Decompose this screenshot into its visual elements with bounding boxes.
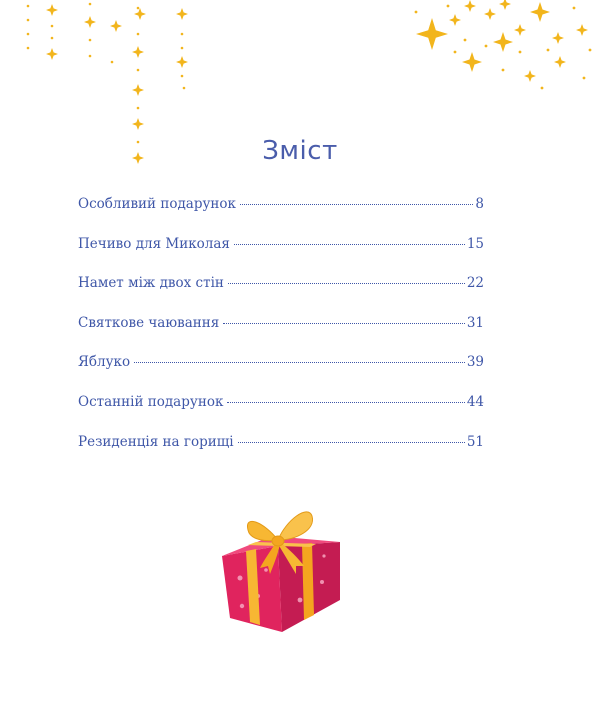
toc-entry-title: Святкове чаювання [78, 314, 220, 331]
toc-entry-title: Останній подарунок [78, 393, 224, 410]
toc-entry [78, 394, 484, 434]
toc-entry-title: Резиденція на горищі [78, 433, 234, 450]
toc-leader-dots [240, 204, 473, 205]
toc-entry [78, 354, 484, 394]
toc-entry-title: Яблуко [78, 354, 131, 371]
toc-leader-dots [238, 442, 465, 443]
table-of-contents [78, 196, 484, 473]
toc-entry [78, 236, 484, 276]
star-cluster-right [0, 0, 600, 110]
gift-icon [212, 500, 352, 640]
toc-entry-page: 15 [466, 235, 484, 252]
toc-entry-page: 39 [466, 354, 484, 371]
toc-entry [78, 196, 484, 236]
toc-entry-page: 22 [466, 275, 484, 292]
toc-entry-page: 51 [466, 433, 484, 450]
toc-entry-title: Намет між двох стін [78, 275, 224, 292]
toc-leader-dots [234, 244, 465, 245]
toc-entry-page: 44 [466, 393, 484, 410]
page-title: Зміст [262, 136, 338, 166]
toc-leader-dots [223, 323, 465, 324]
star-icon [416, 18, 448, 50]
toc-entry-title: Печиво для Миколая [78, 235, 230, 252]
toc-entry [78, 315, 484, 355]
toc-entry [78, 275, 484, 315]
toc-entry [78, 434, 484, 474]
toc-entry-page: 31 [466, 314, 484, 331]
toc-leader-dots [227, 402, 464, 403]
toc-leader-dots [134, 362, 465, 363]
toc-entry-page: 8 [475, 196, 484, 212]
toc-entry-title: Особливий подарунок [78, 196, 236, 212]
toc-leader-dots [228, 283, 465, 284]
